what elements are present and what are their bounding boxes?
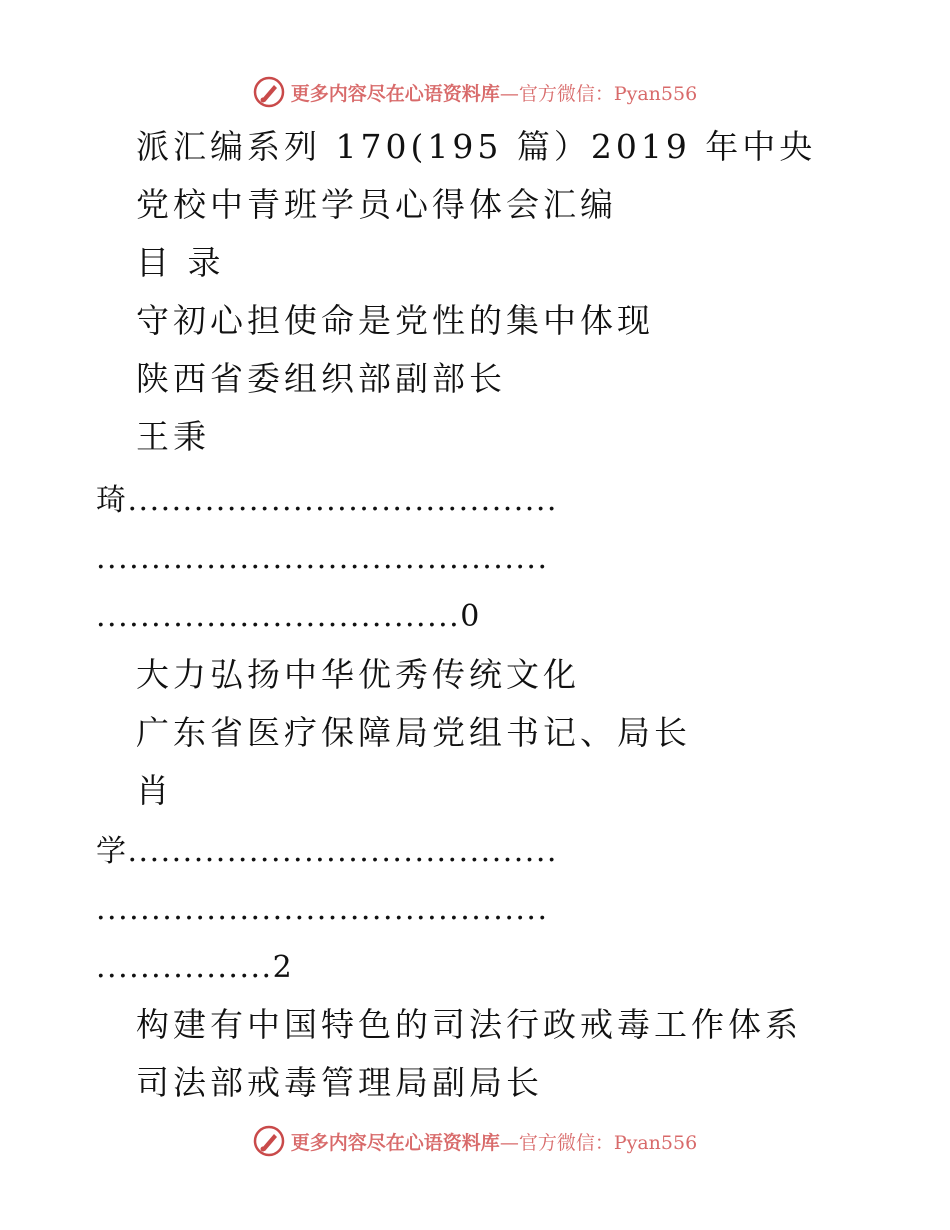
pen-logo-icon: [253, 1125, 285, 1157]
toc-entry-2-leader: 学.......................................: [96, 834, 558, 869]
toc-entry-2-author-name: 肖: [136, 771, 173, 810]
toc-entry-1-page: .................................0: [96, 599, 481, 634]
toc-entry-1-leader-cont: .........................................: [96, 541, 549, 576]
toc-entry-1-leader: 琦.......................................: [96, 483, 558, 518]
toc-entry-2-leader-cont: .........................................: [96, 892, 549, 927]
doc-title-line-1: 派汇编系列 170(195 篇）2019 年中央: [136, 127, 817, 166]
pen-logo-icon: [253, 76, 285, 108]
watermark-text: 更多内容尽在心语资料库—官方微信：Pyan556: [290, 82, 698, 105]
watermark-text: 更多内容尽在心语资料库—官方微信：Pyan556: [290, 1131, 698, 1154]
toc-entry-1-author-title: 陕西省委组织部副部长: [136, 359, 506, 398]
toc-entry-1-title: 守初心担使命是党性的集中体现: [136, 301, 654, 340]
toc-entry-2-page: ................2: [96, 950, 294, 985]
toc-entry-2-title: 大力弘扬中华优秀传统文化: [136, 655, 580, 694]
footer-watermark-banner: [0, 1121, 950, 1161]
header-watermark-banner: [0, 72, 950, 112]
toc-entry-2-author-title: 广东省医疗保障局党组书记、局长: [136, 713, 691, 752]
toc-entry-3-title: 构建有中国特色的司法行政戒毒工作体系: [136, 1005, 802, 1044]
toc-entry-3-author-title: 司法部戒毒管理局副局长: [136, 1063, 543, 1102]
doc-title-line-2: 党校中青班学员心得体会汇编: [136, 185, 617, 224]
toc-entry-1-author-name: 王秉: [136, 417, 210, 456]
toc-heading: 目 录: [136, 243, 225, 282]
